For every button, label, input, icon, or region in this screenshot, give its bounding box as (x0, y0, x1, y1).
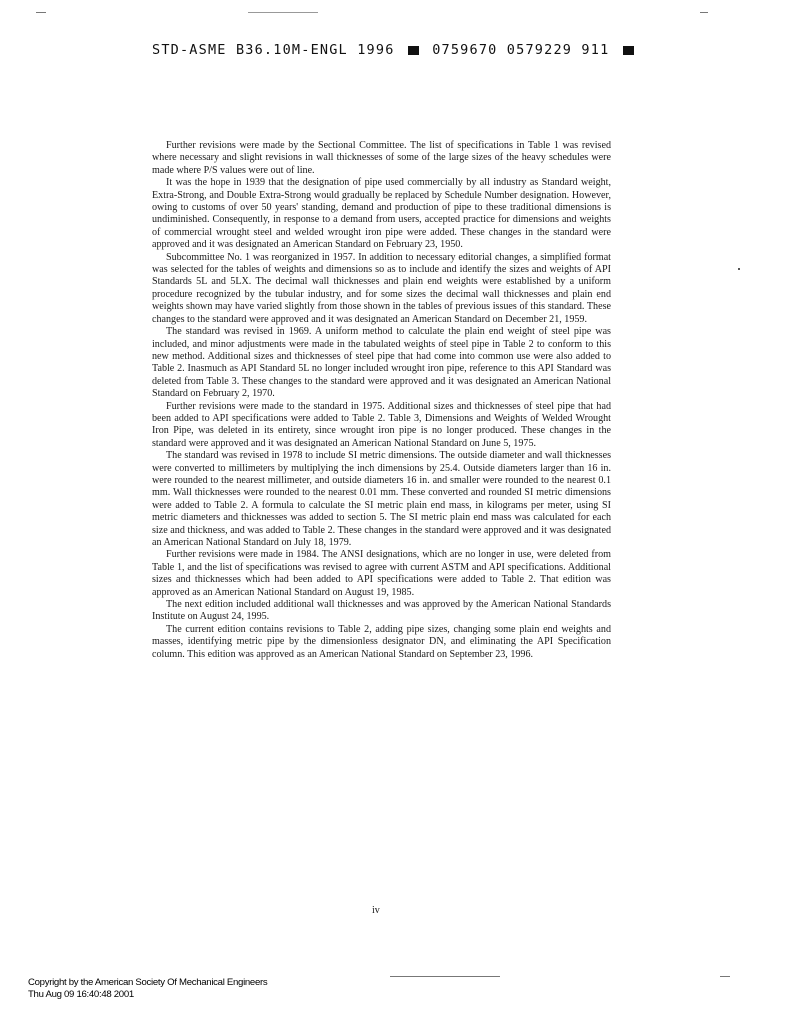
paragraph: It was the hope in 1939 that the designation of pipe used commercially by all industry as Standard weight, Extra-Strong, and Double Extra-Strong would gradually be replaced by Schedule Number designation. However, owing to customs of over 50 years' standing, demand and production of pipe to these traditional dimensions is undiminished. Consequently, in response to a demand from users, accepted practice for dimensions and weights of commercial wrought steel and welded wrought iron pipe were added. These changes in the standard were approved and it was designated an American Standard on February 23, 1950. (152, 177, 611, 251)
scan-mark (36, 12, 46, 13)
paragraph: The next edition included additional wall thicknesses and was approved by the American National Standards Institute on August 24, 1995. (152, 599, 611, 623)
paragraph: Further revisions were made to the standard in 1975. Additional sizes and thicknesses of steel pipe that had been added to API specifications were added to Table 2. Table 3, Dimensions and Weights of Welded Wrought Iron Pipe, was deleted in its entirety, since wrought iron pipe is no longer produced. These changes in the standard were approved and it was designated an American National Standard on June 5, 1975. (152, 400, 611, 449)
paragraph: Subcommittee No. 1 was reorganized in 1957. In addition to necessary editorial changes, a simplified format was selected for the tables of weights and dimensions so as to include and identify the sizes and weights of API Standards 5L and 5LX. The decimal wall thicknesses and plain end weights were established by a uniform procedure recognized by the tubular industry, and for some sizes the decimal wall thicknesses and plain end weights shown may have varied slightly from those shown in the tables of previous issues of this standard. These changes to the standard were approved and it was designated an American Standard on December 21, 1959. (152, 251, 611, 325)
header-code: STD-ASME B36.10M-ENGL 1996 (152, 42, 395, 58)
scan-speck (738, 268, 740, 270)
black-mark (408, 46, 419, 55)
copyright-footer (28, 977, 267, 1001)
paragraph: Further revisions were made by the Sectional Committee. The list of specifications in Table 1 was revised where necessary and slight revisions in wall thicknesses of some of the large sizes of the heavy schedules were made where P/S values were out of line. (152, 140, 611, 176)
paragraph: The current edition contains revisions to Table 2, adding pipe sizes, changing some plain end weights and masses, identifying metric pipe by the dimensionless designator DN, and eliminating the API Specification column. This edition was approved as an American National Standard on September 23, 1996. (152, 623, 611, 660)
paragraph: Further revisions were made in 1984. The ANSI designations, which are no longer in use, were deleted from Table 1, and the list of specifications was revised to agree with current ASTM and API specifications. Additional sizes and thicknesses which had been added to API specifications were added to Table 2. That edition was approved as an American National Standard on August 19, 1985. (152, 549, 611, 598)
timestamp-line: Thu Aug 09 16:40:48 2001 (28, 989, 134, 1000)
header-serial: 0759670 0579229 911 (432, 42, 610, 58)
black-mark (623, 46, 634, 55)
copyright-line: Copyright by the American Society Of Mechanical Engineers (28, 977, 268, 988)
foreword-body (152, 140, 611, 661)
scan-mark (700, 12, 708, 13)
scan-mark (248, 12, 318, 13)
page-number: iv (372, 905, 380, 916)
scan-mark (720, 976, 730, 977)
paragraph: The standard was revised in 1969. A uniform method to calculate the plain end weight of steel pipe was included, and minor adjustments were made in the tabulated weights of steel pipe in Table 2 to conform to this new method. Additional sizes and thicknesses of steel pipe that had come into common use were also added to Table 2. Inasmuch as API Standard 5L no longer included wrought iron pipe, reference to this API Standard was deleted from Table 3. These changes to the standard were approved and it was designated an American National Standard on February 2, 1970. (152, 326, 611, 400)
document-header (152, 42, 638, 58)
paragraph: The standard was revised in 1978 to include SI metric dimensions. The outside diameter and wall thicknesses were converted to millimeters by multiplying the inch dimensions by 25.4. Outside diameters larger than 16 in. were rounded to the nearest millimeter, and outside diameters 16 in. and smaller were rounded to the nearest 0.1 mm. Wall thicknesses were rounded to the nearest 0.01 mm. These converted and rounded SI metric dimensions were added to Table 2. A formula to calculate the SI metric plain end mass, in kilograms per meter, using SI metric diameters and thicknesses was added to section 5. The SI metric plain end mass was calculated for each size and thickness, and was added to Table 2. These changes in the standard were approved and it was designated an American National Standard on July 18, 1979. (152, 450, 611, 548)
scan-mark (390, 976, 500, 977)
